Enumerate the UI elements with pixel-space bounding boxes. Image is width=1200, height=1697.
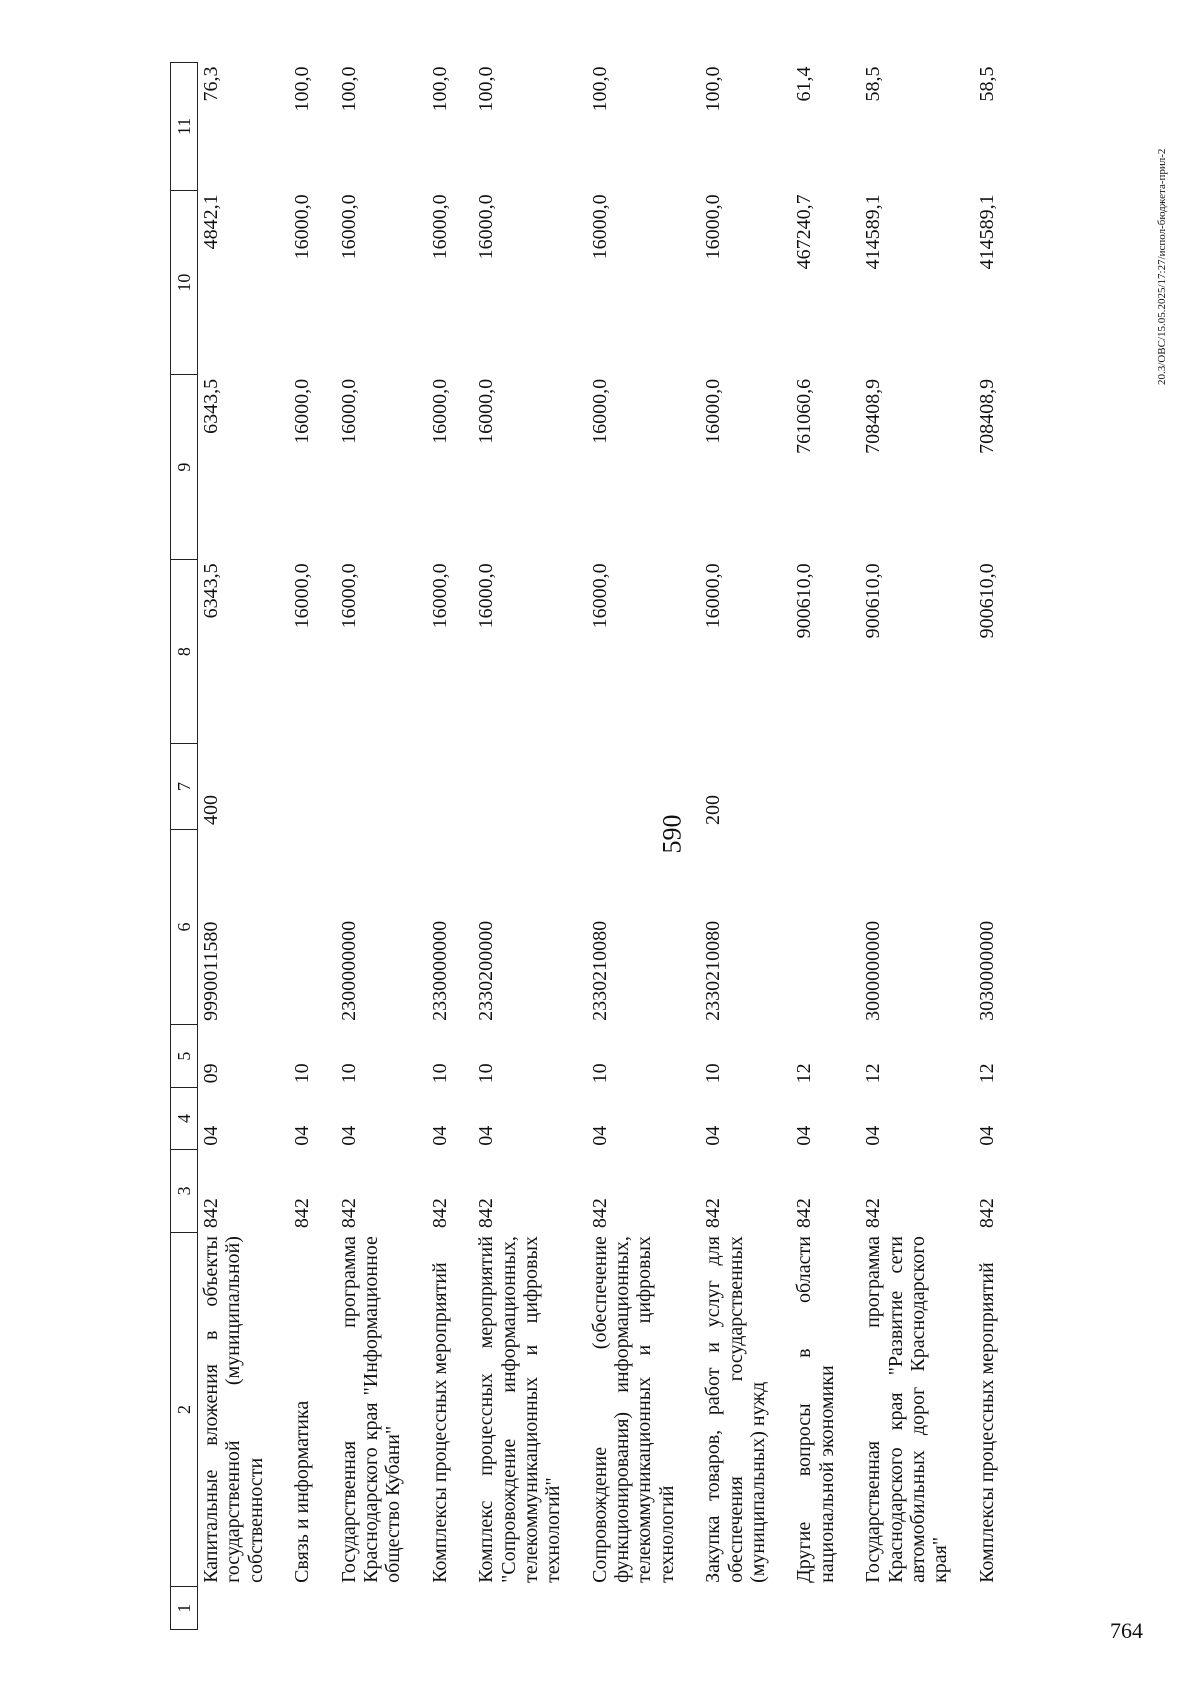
column-header-10: 10 [171, 190, 198, 375]
target-article: 2330200000 [475, 920, 498, 1021]
table-row [473, 63, 587, 1630]
execution-percent: 76,3 [200, 66, 222, 102]
table-row [427, 63, 473, 1630]
subsection-code: 09 [200, 1063, 222, 1084]
row-index [860, 1587, 974, 1630]
table-row [791, 63, 860, 1630]
target-article: 3030000000 [975, 920, 998, 1021]
approved-amount: 16000,0 [702, 563, 725, 629]
subsection-code: 10 [588, 1063, 611, 1084]
subsection-code: 10 [475, 1063, 498, 1084]
column-header-3: 3 [171, 1150, 198, 1232]
execution-percent: 100,0 [428, 66, 451, 112]
approved-amount: 16000,0 [337, 563, 360, 629]
row-name: Государственная программа Краснодарского края "Информационное общество Кубани" [337, 1236, 405, 1583]
page-number: 590 [657, 814, 687, 854]
column-header-7: 7 [171, 744, 198, 829]
expense-type [289, 744, 335, 829]
ministry-code: 842 [291, 1198, 314, 1229]
footer-file-path: 20.3/ОВС/15.05.2025/17:27/испол-бюджета-прил-2 [1156, 148, 1168, 385]
executed-amount: 16000,0 [291, 194, 314, 260]
section-code: 04 [291, 1125, 314, 1146]
approved-amount: 900610,0 [975, 563, 998, 639]
table-row [289, 63, 335, 1630]
section-code: 04 [702, 1125, 725, 1146]
row-name: Связь и информатика [291, 1400, 314, 1583]
column-header-8: 8 [171, 559, 198, 744]
target-article: 3000000000 [862, 920, 885, 1021]
row-name: Комплексы процессных мероприятий [975, 1262, 998, 1583]
refined-amount: 761060,6 [793, 378, 816, 454]
executed-amount: 16000,0 [702, 194, 725, 260]
approved-amount: 900610,0 [862, 563, 885, 639]
row-name: Другие вопросы в области национальной экономики [793, 1236, 838, 1583]
refined-amount: 16000,0 [702, 378, 725, 444]
execution-percent: 58,5 [862, 66, 885, 102]
row-index [473, 1587, 587, 1630]
row-name: Капитальные вложения в объекты государственной (муниципальной) собственности [200, 1236, 267, 1583]
executed-amount: 16000,0 [337, 194, 360, 260]
executed-amount: 16000,0 [588, 194, 611, 260]
refined-amount: 708408,9 [975, 378, 998, 454]
sheet-number: 764 [1110, 1618, 1143, 1643]
expense-type [974, 744, 1020, 829]
column-header-11: 11 [171, 63, 198, 191]
row-index [336, 1587, 427, 1630]
subsection-code: 10 [428, 1063, 451, 1084]
section-code: 04 [475, 1125, 498, 1146]
budget-table-container [170, 62, 1120, 1630]
target-article: 9990011580 [200, 921, 222, 1021]
execution-percent: 100,0 [588, 66, 611, 112]
subsection-code: 10 [702, 1063, 725, 1084]
refined-amount: 6343,5 [200, 378, 222, 434]
subsection-code: 12 [862, 1063, 885, 1084]
row-index [791, 1587, 860, 1630]
subsection-code: 10 [337, 1063, 360, 1084]
executed-amount: 467240,7 [793, 194, 816, 270]
expense-type [791, 744, 860, 829]
table-row [587, 63, 701, 1630]
target-article: 2300000000 [337, 920, 360, 1021]
target-article: 2330210080 [588, 920, 611, 1021]
section-code: 04 [428, 1125, 451, 1146]
row-name: Сопровождение (обеспечение функционирования) информационных, телекоммуникационных и цифровых технологий [588, 1236, 678, 1583]
approved-amount: 16000,0 [588, 563, 611, 629]
section-code: 04 [793, 1125, 816, 1146]
column-header-9: 9 [171, 375, 198, 560]
column-header-2: 2 [171, 1232, 198, 1587]
expense-type [473, 744, 587, 829]
table-row [974, 63, 1020, 1630]
approved-amount: 16000,0 [428, 563, 451, 629]
table-body [198, 63, 1021, 1630]
execution-percent: 100,0 [291, 66, 314, 112]
execution-percent: 100,0 [702, 66, 725, 112]
ministry-code: 842 [337, 1198, 360, 1229]
ministry-code: 842 [975, 1198, 998, 1229]
table-row [700, 63, 791, 1630]
ministry-code: 842 [588, 1198, 611, 1229]
approved-amount: 16000,0 [475, 563, 498, 629]
ministry-code: 842 [200, 1198, 222, 1229]
column-header-6: 6 [171, 829, 198, 1025]
execution-percent: 100,0 [337, 66, 360, 112]
refined-amount: 16000,0 [588, 378, 611, 444]
executed-amount: 414589,1 [862, 194, 885, 270]
target-article: 2330210080 [702, 920, 725, 1021]
target-article [289, 829, 335, 1025]
row-index [289, 1587, 335, 1630]
target-article [791, 829, 860, 1025]
expense-type [587, 744, 701, 829]
refined-amount: 16000,0 [337, 378, 360, 444]
row-name: Комплекс процессных мероприятий "Сопровождение информационных, телекоммуникационных и цифровых технологий" [475, 1236, 565, 1583]
executed-amount: 16000,0 [475, 194, 498, 260]
executed-amount: 414589,1 [975, 194, 998, 270]
executed-amount: 16000,0 [428, 194, 451, 260]
row-index [974, 1587, 1020, 1630]
row-index [700, 1587, 791, 1630]
table-header-row [171, 63, 198, 1630]
refined-amount: 708408,9 [862, 378, 885, 454]
ministry-code: 842 [428, 1198, 451, 1229]
approved-amount: 900610,0 [793, 563, 816, 639]
column-header-5: 5 [171, 1025, 198, 1087]
table-row [336, 63, 427, 1630]
section-code: 04 [975, 1125, 998, 1146]
target-article: 2330000000 [428, 920, 451, 1021]
section-code: 04 [337, 1125, 360, 1146]
row-index [198, 1587, 290, 1630]
budget-table [170, 62, 1020, 1630]
row-name: Закупка товаров, работ и услуг для обеспечения государственных (муниципальных) нужд [702, 1236, 770, 1583]
refined-amount: 16000,0 [428, 378, 451, 444]
row-index [427, 1587, 473, 1630]
approved-amount: 6343,5 [200, 563, 222, 619]
subsection-code: 12 [793, 1063, 816, 1084]
column-header-1: 1 [171, 1587, 198, 1630]
execution-percent: 58,5 [975, 66, 998, 102]
expense-type: 400 [200, 795, 222, 826]
ministry-code: 842 [475, 1198, 498, 1229]
execution-percent: 100,0 [475, 66, 498, 112]
section-code: 04 [588, 1125, 611, 1146]
subsection-code: 12 [975, 1063, 998, 1084]
section-code: 04 [200, 1125, 222, 1146]
row-name: Комплексы процессных мероприятий [428, 1262, 451, 1583]
ministry-code: 842 [793, 1198, 816, 1229]
expense-type [860, 744, 974, 829]
ministry-code: 842 [702, 1198, 725, 1229]
column-header-4: 4 [171, 1087, 198, 1149]
approved-amount: 16000,0 [291, 563, 314, 629]
ministry-code: 842 [862, 1198, 885, 1229]
row-index [587, 1587, 701, 1630]
expense-type [336, 744, 427, 829]
executed-amount: 4842,1 [200, 194, 222, 250]
subsection-code: 10 [291, 1063, 314, 1084]
refined-amount: 16000,0 [291, 378, 314, 444]
row-name: Государственная программа Краснодарского края "Развитие сети автомобильных дорог Краснодарского края" [862, 1236, 952, 1583]
expense-type: 200 [702, 795, 725, 826]
table-row [198, 63, 290, 1630]
expense-type [427, 744, 473, 829]
section-code: 04 [862, 1125, 885, 1146]
execution-percent: 61,4 [793, 66, 816, 102]
table-row [860, 63, 974, 1630]
refined-amount: 16000,0 [475, 378, 498, 444]
